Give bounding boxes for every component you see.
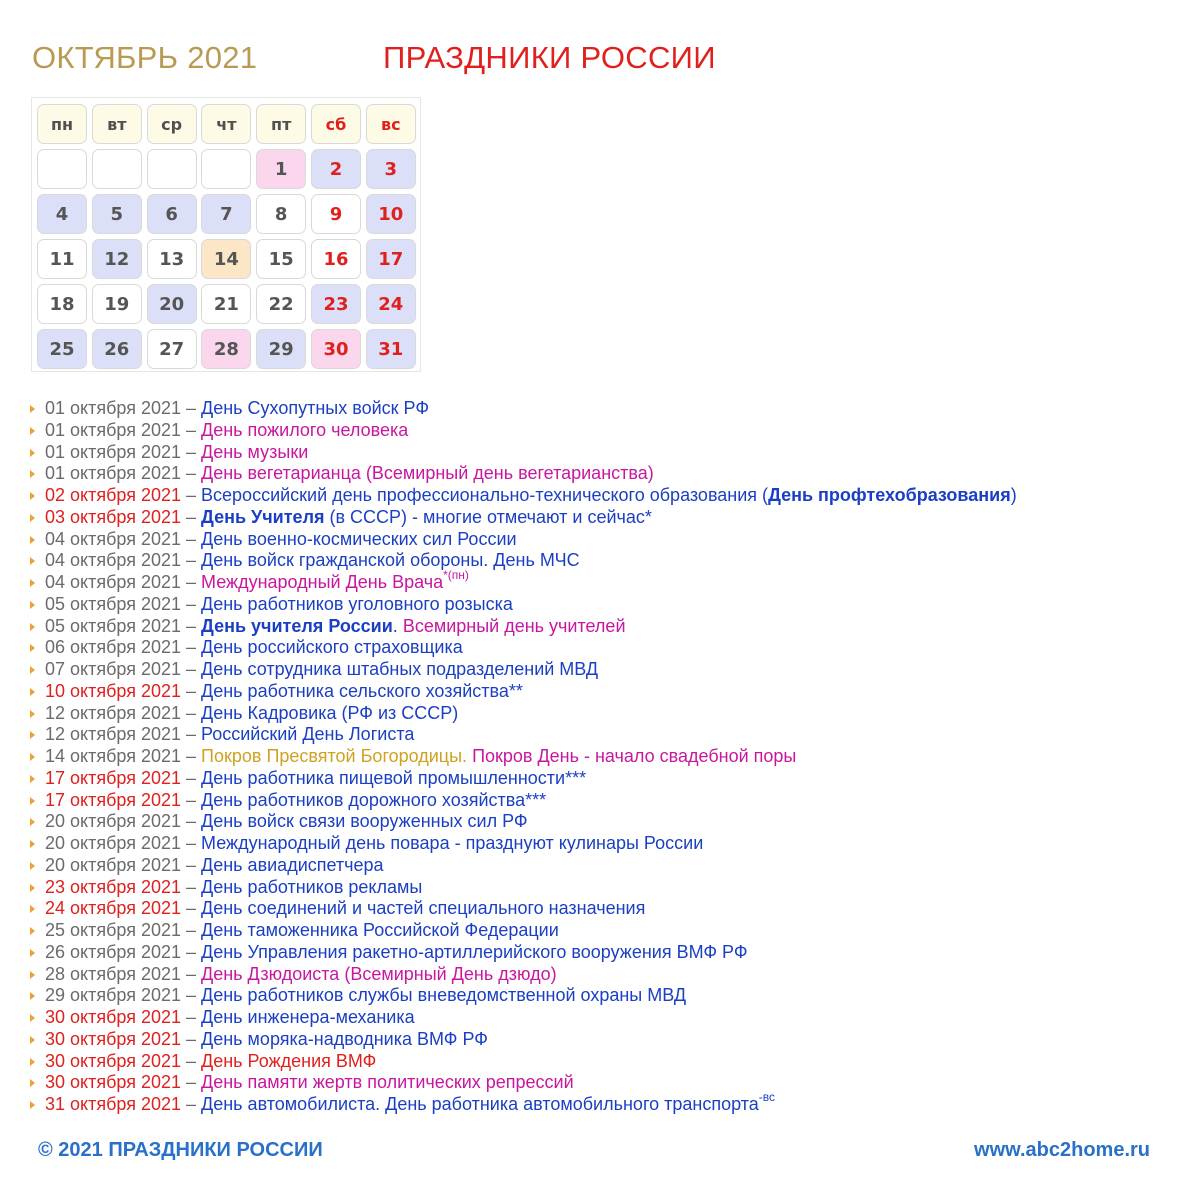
site-title: ПРАЗДНИКИ РОССИИ — [383, 40, 716, 75]
calendar-day[interactable]: 14 — [201, 239, 251, 279]
holiday-name: День инженера-механика — [201, 1007, 415, 1027]
holiday-name: День работников службы вневедомственной охраны МВД — [201, 985, 687, 1006]
holiday-name: День музыки — [201, 441, 309, 462]
holiday-row — [30, 942, 1180, 964]
holiday-row — [30, 833, 1180, 855]
bullet-arrow-icon — [30, 971, 35, 979]
date-separator: – — [181, 659, 202, 679]
bullet-arrow-icon — [30, 470, 35, 478]
holiday-row — [30, 442, 1180, 464]
holiday-name: (в СССР) - многие отмечают и сейчас* — [324, 506, 652, 527]
holiday-date: 01 октября 2021 — [45, 419, 182, 440]
calendar-day[interactable]: 22 — [256, 284, 306, 324]
calendar-day[interactable]: 23 — [311, 284, 361, 324]
holiday-name: День Учителя — [201, 506, 325, 527]
bullet-arrow-icon — [30, 1014, 35, 1022]
bullet-arrow-icon — [30, 818, 35, 826]
holiday-row — [30, 529, 1180, 551]
holiday-name: День Кадровика (РФ из СССР) — [201, 702, 459, 723]
holiday-date: 05 октября 2021 — [45, 615, 182, 636]
calendar-day[interactable]: 8 — [256, 194, 306, 234]
bullet-arrow-icon — [30, 514, 35, 522]
bullet-arrow-icon — [30, 557, 35, 565]
date-separator: – — [181, 528, 202, 549]
holiday-name: День Дзюдоиста (Всемирный День дзюдо) — [201, 963, 557, 984]
calendar-day[interactable]: 16 — [311, 239, 361, 279]
bullet-arrow-icon — [30, 731, 35, 739]
holiday-name: День автомобилиста. День работника автомобильного транспорта — [201, 1094, 759, 1114]
holiday-date: 30 октября 2021 — [45, 1050, 182, 1071]
bullet-arrow-icon — [30, 427, 35, 435]
bullet-arrow-icon — [30, 405, 35, 413]
holiday-name: День таможенника Российской Федерации — [201, 920, 559, 940]
holiday-date: 20 октября 2021 — [45, 833, 182, 853]
bullet-arrow-icon — [30, 644, 35, 652]
date-separator: – — [181, 1094, 202, 1114]
calendar-day[interactable]: 10 — [366, 194, 416, 234]
holiday-name: День российского страховщика — [201, 637, 463, 658]
bullet-arrow-icon — [30, 536, 35, 544]
holiday-name: Международный день повара - празднуют кулинары России — [201, 833, 704, 853]
date-separator: – — [181, 572, 202, 592]
bullet-arrow-icon — [30, 927, 35, 935]
holiday-row — [30, 768, 1180, 790]
bullet-arrow-icon — [30, 884, 35, 892]
bullet-arrow-icon — [30, 840, 35, 848]
holiday-name: Покров Пресвятой Богородицы. — [201, 746, 473, 766]
holiday-row — [30, 746, 1180, 768]
date-separator: – — [181, 1028, 202, 1049]
holiday-row — [30, 1090, 1180, 1116]
holiday-name: День работника пищевой промышленности*** — [201, 767, 587, 788]
holiday-name: День вегетарианца (Всемирный день вегетарианства) — [201, 463, 654, 484]
date-separator: – — [181, 441, 202, 462]
calendar-day[interactable]: 13 — [147, 239, 197, 279]
bullet-arrow-icon — [30, 579, 35, 587]
holiday-date: 01 октября 2021 — [45, 463, 182, 484]
date-separator: – — [181, 550, 202, 571]
holiday-name: День работника сельского хозяйства** — [201, 680, 523, 701]
holiday-name: День Управления ракетно-артиллерийского вооружения ВМФ РФ — [201, 941, 748, 962]
month-title: ОКТЯБРЬ 2021 — [32, 40, 258, 75]
calendar-day[interactable]: 2 — [311, 149, 361, 189]
calendar-day[interactable]: 18 — [37, 284, 87, 324]
calendar-day[interactable]: 19 — [92, 284, 142, 324]
holiday-row — [30, 703, 1180, 725]
holiday-row — [30, 550, 1180, 572]
holiday-row — [30, 681, 1180, 703]
holiday-name: День работников уголовного розыска — [201, 593, 513, 614]
date-separator: – — [181, 833, 202, 853]
footer-copyright[interactable]: © 2021 ПРАЗДНИКИ РОССИИ — [38, 1139, 323, 1161]
holiday-date: 20 октября 2021 — [45, 811, 182, 832]
date-separator: – — [181, 920, 202, 940]
holiday-row — [30, 790, 1180, 812]
calendar-day[interactable]: 15 — [256, 239, 306, 279]
holiday-date: 30 октября 2021 — [45, 1028, 182, 1049]
date-separator: – — [181, 767, 202, 788]
holiday-name: День Рождения ВМФ — [201, 1050, 377, 1071]
bullet-arrow-icon — [30, 492, 35, 500]
holiday-name: Российский День Логиста — [201, 724, 415, 745]
holiday-row — [30, 964, 1180, 986]
calendar-day[interactable]: 30 — [311, 329, 361, 369]
calendar-day[interactable]: 25 — [37, 329, 87, 369]
holiday-row — [30, 420, 1180, 442]
date-separator: – — [181, 702, 202, 723]
holiday-name: День сотрудника штабных подразделений МВД — [201, 659, 599, 679]
holiday-row — [30, 1051, 1180, 1073]
holiday-row — [30, 985, 1180, 1007]
calendar-day[interactable]: 4 — [37, 194, 87, 234]
bullet-arrow-icon — [30, 753, 35, 761]
bullet-arrow-icon — [30, 1101, 35, 1109]
bullet-arrow-icon — [30, 666, 35, 674]
calendar-day[interactable]: 29 — [256, 329, 306, 369]
calendar-day[interactable]: 28 — [201, 329, 251, 369]
holiday-row — [30, 877, 1180, 899]
date-separator: – — [181, 419, 202, 440]
bullet-arrow-icon — [30, 905, 35, 913]
holiday-name: День авиадиспетчера — [201, 854, 384, 875]
holiday-name: День работников рекламы — [201, 876, 423, 897]
weekday-header: вт — [92, 104, 142, 144]
holiday-row — [30, 1072, 1180, 1094]
holiday-name: День войск связи вооруженных сил РФ — [201, 811, 528, 832]
date-separator: – — [181, 680, 202, 701]
holiday-date: 01 октября 2021 — [45, 398, 182, 418]
holiday-name: День Сухопутных войск РФ — [201, 398, 430, 418]
bullet-arrow-icon — [30, 601, 35, 609]
date-separator: – — [181, 854, 202, 875]
holiday-row — [30, 920, 1180, 942]
bullet-arrow-icon — [30, 797, 35, 805]
holiday-date: 26 октября 2021 — [45, 941, 182, 962]
holiday-row — [30, 898, 1180, 920]
holiday-row — [30, 568, 1180, 594]
date-separator: – — [181, 593, 202, 614]
date-separator: – — [181, 876, 202, 897]
holiday-date: 31 октября 2021 — [45, 1094, 182, 1114]
calendar-day[interactable]: 31 — [366, 329, 416, 369]
holiday-date: 30 октября 2021 — [45, 1007, 182, 1027]
bullet-arrow-icon — [30, 688, 35, 696]
date-separator: – — [181, 506, 202, 527]
weekday-header: пт — [256, 104, 306, 144]
bullet-arrow-icon — [30, 1079, 35, 1087]
holiday-footnote: -вс — [758, 1090, 776, 1104]
bullet-arrow-icon — [30, 862, 35, 870]
bullet-arrow-icon — [30, 1058, 35, 1066]
calendar-day[interactable]: 3 — [366, 149, 416, 189]
holiday-name: День профтехобразования — [768, 485, 1011, 505]
calendar-day[interactable]: 20 — [147, 284, 197, 324]
holiday-row — [30, 463, 1180, 485]
holiday-list — [30, 398, 1180, 1116]
holiday-name: Международный День Врача — [201, 572, 444, 592]
holiday-date: 12 октября 2021 — [45, 724, 182, 745]
weekday-header: вс — [366, 104, 416, 144]
holiday-date: 29 октября 2021 — [45, 985, 182, 1006]
holiday-row — [30, 485, 1180, 507]
holiday-name: ) — [1010, 485, 1017, 505]
bullet-arrow-icon — [30, 449, 35, 457]
holiday-date: 03 октября 2021 — [45, 506, 182, 527]
calendar-empty-cell — [92, 149, 142, 189]
holiday-row — [30, 637, 1180, 659]
date-separator: – — [181, 1072, 202, 1093]
bullet-arrow-icon — [30, 710, 35, 718]
holiday-date: 24 октября 2021 — [45, 898, 182, 919]
holiday-name: День войск гражданской обороны. День МЧС — [201, 550, 580, 571]
date-separator: – — [181, 985, 202, 1006]
calendar-day[interactable]: 21 — [201, 284, 251, 324]
calendar-empty-cell — [201, 149, 251, 189]
holiday-row — [30, 616, 1180, 638]
weekday-header: ср — [147, 104, 197, 144]
date-separator: – — [181, 941, 202, 962]
holiday-name: Всероссийский день профессионально-технического образования ( — [201, 485, 769, 505]
calendar-day[interactable]: 1 — [256, 149, 306, 189]
holiday-row — [30, 507, 1180, 529]
holiday-name: . — [392, 615, 403, 636]
holiday-row — [30, 1007, 1180, 1029]
calendar-day[interactable]: 5 — [92, 194, 142, 234]
holiday-date: 10 октября 2021 — [45, 680, 182, 701]
holiday-date: 23 октября 2021 — [45, 876, 182, 897]
holiday-date: 04 октября 2021 — [45, 572, 182, 592]
holiday-row — [30, 398, 1180, 420]
bullet-arrow-icon — [30, 775, 35, 783]
holiday-name: День соединений и частей специального назначения — [201, 898, 646, 919]
holiday-row — [30, 855, 1180, 877]
holiday-name: Всемирный день учителей — [402, 615, 626, 636]
calendar-day[interactable]: 9 — [311, 194, 361, 234]
holiday-name: День военно-космических сил России — [201, 528, 517, 549]
date-separator: – — [181, 398, 202, 418]
bullet-arrow-icon — [30, 1036, 35, 1044]
date-separator: – — [181, 485, 202, 505]
calendar-day[interactable]: 26 — [92, 329, 142, 369]
bullet-arrow-icon — [30, 949, 35, 957]
holiday-date: 12 октября 2021 — [45, 702, 182, 723]
holiday-date: 05 октября 2021 — [45, 593, 182, 614]
holiday-date: 04 октября 2021 — [45, 550, 182, 571]
date-separator: – — [181, 724, 202, 745]
footer-website-link[interactable]: www.abc2home.ru — [974, 1139, 1150, 1161]
holiday-date: 17 октября 2021 — [45, 767, 182, 788]
holiday-date: 02 октября 2021 — [45, 485, 182, 505]
weekday-header: пн — [37, 104, 87, 144]
holiday-name: День работников дорожного хозяйства*** — [201, 789, 547, 810]
weekday-header: сб — [311, 104, 361, 144]
calendar-day[interactable]: 17 — [366, 239, 416, 279]
date-separator: – — [181, 1007, 202, 1027]
calendar-empty-cell — [37, 149, 87, 189]
calendar-day[interactable]: 12 — [92, 239, 142, 279]
date-separator: – — [181, 1050, 202, 1071]
date-separator: – — [181, 746, 202, 766]
holiday-name: День пожилого человека — [201, 419, 409, 440]
date-separator: – — [181, 898, 202, 919]
holiday-row — [30, 659, 1180, 681]
holiday-date: 20 октября 2021 — [45, 854, 182, 875]
bullet-arrow-icon — [30, 623, 35, 631]
date-separator: – — [181, 789, 202, 810]
holiday-date: 25 октября 2021 — [45, 920, 182, 940]
holiday-date: 01 октября 2021 — [45, 441, 182, 462]
calendar-day[interactable]: 7 — [201, 194, 251, 234]
holiday-date: 04 октября 2021 — [45, 528, 182, 549]
holiday-date: 28 октября 2021 — [45, 963, 182, 984]
holiday-row — [30, 724, 1180, 746]
holiday-name: День моряка-надводника ВМФ РФ — [201, 1028, 488, 1049]
calendar-empty-cell — [147, 149, 197, 189]
holiday-date: 30 октября 2021 — [45, 1072, 182, 1093]
date-separator: – — [181, 811, 202, 832]
calendar-grid — [31, 97, 421, 372]
date-separator: – — [181, 637, 202, 658]
holiday-row — [30, 811, 1180, 833]
date-separator: – — [181, 463, 202, 484]
calendar-day[interactable]: 6 — [147, 194, 197, 234]
holiday-date: 06 октября 2021 — [45, 637, 182, 658]
holiday-date: 17 октября 2021 — [45, 789, 182, 810]
holiday-row — [30, 1029, 1180, 1051]
calendar-day[interactable]: 24 — [366, 284, 416, 324]
bullet-arrow-icon — [30, 992, 35, 1000]
calendar-day[interactable]: 11 — [37, 239, 87, 279]
holiday-footnote: *(пн) — [443, 568, 469, 582]
date-separator: – — [181, 615, 202, 636]
holiday-name: Покров День - начало свадебной поры — [472, 746, 797, 766]
holiday-name: День учителя России — [201, 615, 393, 636]
calendar-day[interactable]: 27 — [147, 329, 197, 369]
weekday-header: чт — [201, 104, 251, 144]
holiday-date: 07 октября 2021 — [45, 659, 182, 679]
date-separator: – — [181, 963, 202, 984]
holiday-date: 14 октября 2021 — [45, 746, 182, 766]
holiday-row — [30, 594, 1180, 616]
holiday-name: День памяти жертв политических репрессий — [201, 1072, 574, 1093]
